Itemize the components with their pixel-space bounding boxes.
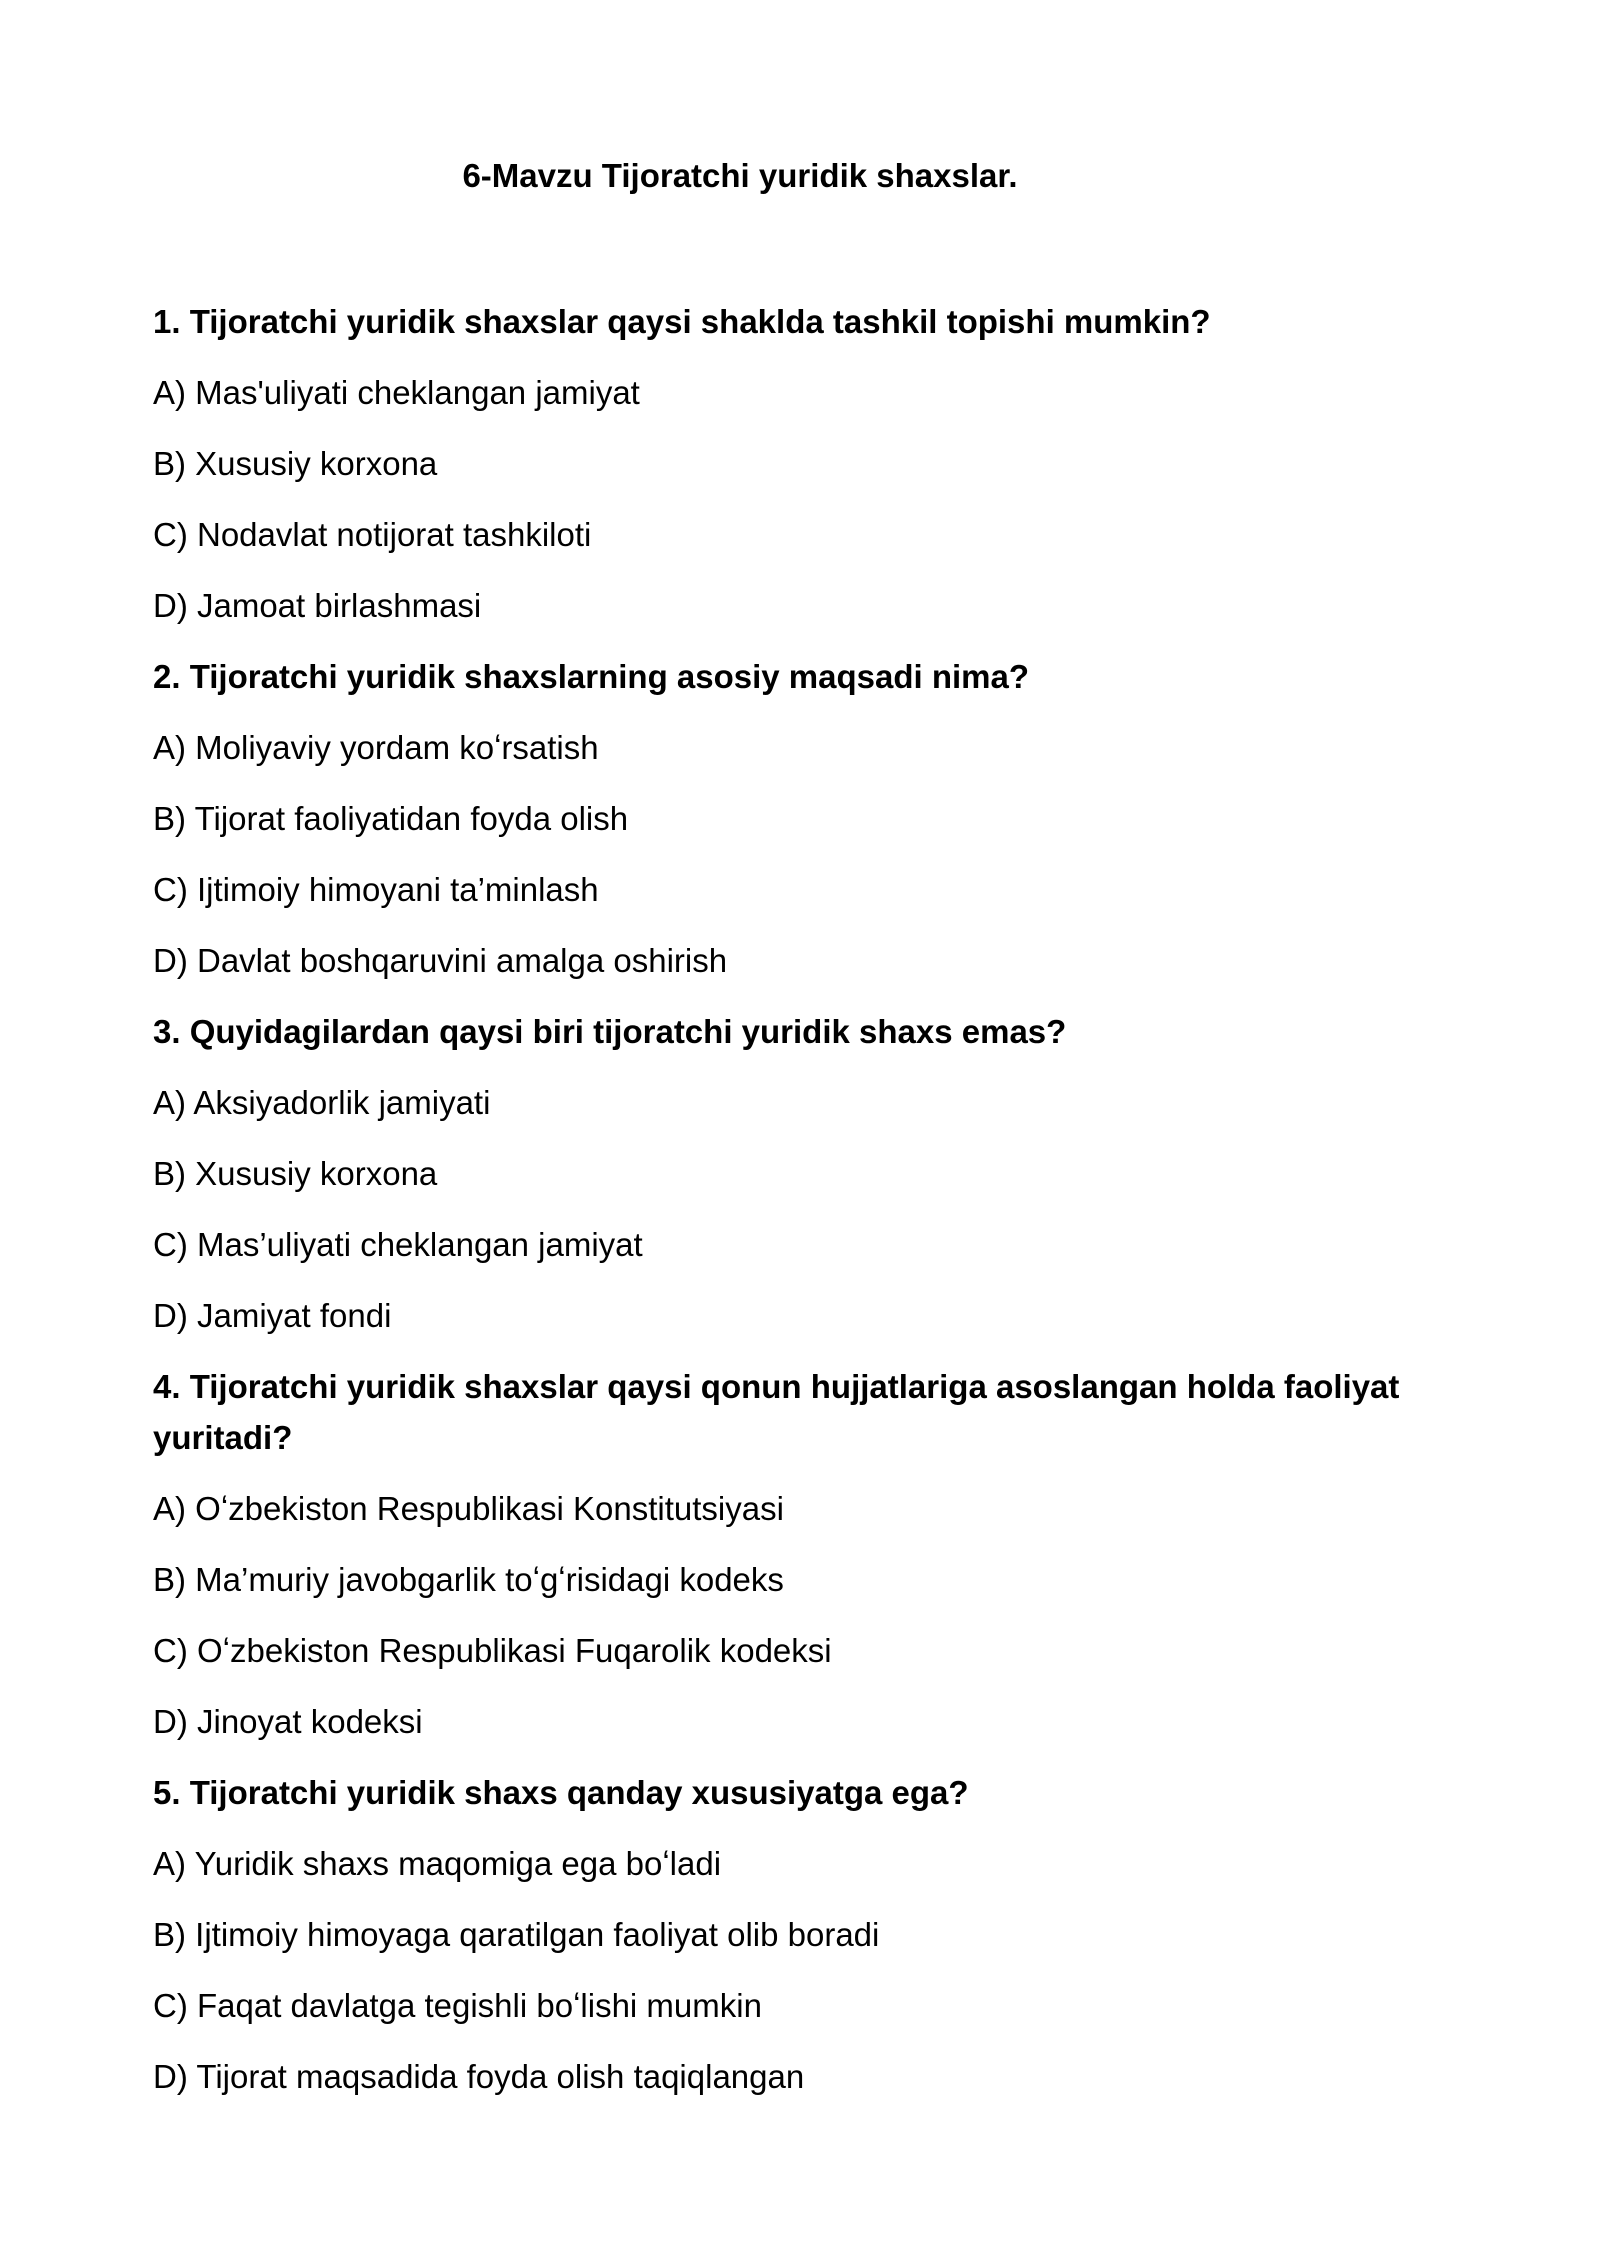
question-3-option-b: B) Xususiy korxona xyxy=(153,1155,438,1192)
question-1-option-d: D) Jamoat birlashmasi xyxy=(153,587,482,624)
question-block-4 xyxy=(153,1361,1413,1747)
question-3: 3. Quyidagilardan qaysi biri tijoratchi yuridik shaxs emas? xyxy=(153,1013,1067,1050)
question-1-option-c: C) Nodavlat notijorat tashkiloti xyxy=(153,516,592,553)
question-3-option-c: C) Mas’uliyati cheklangan jamiyat xyxy=(153,1226,643,1263)
question-2-option-c: C) Ijtimoiy himoyani ta’minlash xyxy=(153,871,599,908)
question-4-option-d: D) Jinoyat kodeksi xyxy=(153,1703,423,1740)
question-5-option-d: D) Tijorat maqsadida foyda olish taqiqlangan xyxy=(153,2058,805,2095)
question-3-option-d: D) Jamiyat fondi xyxy=(153,1297,392,1334)
question-2-option-a: A) Moliyaviy yordam koʻrsatish xyxy=(153,729,599,766)
question-3-option-a: A) Aksiyadorlik jamiyati xyxy=(153,1084,491,1121)
question-1: 1. Tijoratchi yuridik shaxslar qaysi shaklda tashkil topishi mumkin? xyxy=(153,303,1211,340)
question-5-option-b: B) Ijtimoiy himoyaga qaratilgan faoliyat olib boradi xyxy=(153,1916,880,1953)
question-5-option-a: A) Yuridik shaxs maqomiga ega boʻladi xyxy=(153,1845,722,1882)
question-4-option-b: B) Ma’muriy javobgarlik toʻgʻrisidagi kodeks xyxy=(153,1561,784,1598)
question-5-option-c: C) Faqat davlatga tegishli boʻlishi mumkin xyxy=(153,1987,762,2024)
question-2-option-d: D) Davlat boshqaruvini amalga oshirish xyxy=(153,942,728,979)
question-5: 5. Tijoratchi yuridik shaxs qanday xususiyatga ega? xyxy=(153,1774,969,1811)
question-1-option-a: A) Mas'uliyati cheklangan jamiyat xyxy=(153,374,640,411)
question-block-2 xyxy=(153,651,1413,986)
question-2-option-b: B) Tijorat faoliyatidan foyda olish xyxy=(153,800,629,837)
quiz-content xyxy=(153,296,1413,2122)
question-1-option-b: B) Xususiy korxona xyxy=(153,445,438,482)
question-4-option-c: C) Oʻzbekiston Respublikasi Fuqarolik kodeksi xyxy=(153,1632,832,1669)
question-block-5 xyxy=(153,1767,1413,2102)
question-block-1 xyxy=(153,296,1413,631)
question-2: 2. Tijoratchi yuridik shaxslarning asosiy maqsadi nima? xyxy=(153,658,1030,695)
question-block-3 xyxy=(153,1006,1413,1341)
question-4-option-a: A) Oʻzbekiston Respublikasi Konstitutsiyasi xyxy=(153,1490,784,1527)
question-4: 4. Tijoratchi yuridik shaxslar qaysi qonun hujjatlariga asoslangan holda faoliyat yuritadi? xyxy=(153,1368,1400,1456)
document-title: 6-Mavzu Tijoratchi yuridik shaxslar. xyxy=(462,157,1018,194)
